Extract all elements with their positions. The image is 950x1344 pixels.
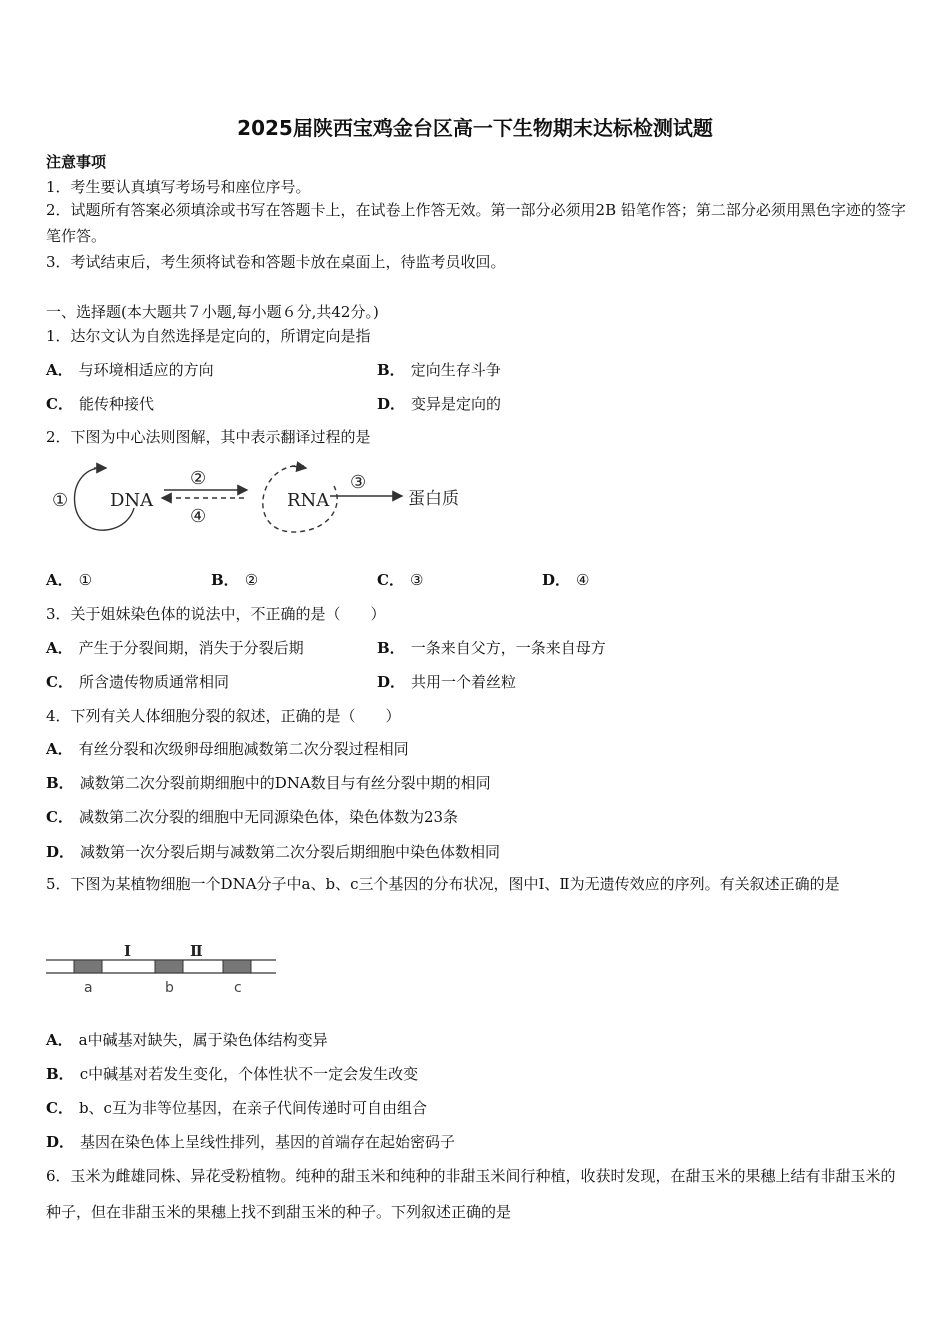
label-gene-c: c (234, 980, 242, 996)
label-dna: DNA (110, 490, 154, 511)
notice-item-2: 2．试题所有答案必须填涂或书写在答题卡上，在试卷上作答无效。第一部分必须用2B 铅笔作答；第二部分必须用黑色字迹的签字笔作答。 (46, 201, 906, 245)
label-protein: 蛋白质 (408, 489, 459, 509)
q4-option-d[interactable]: D． 减数第一次分裂后期与减数第二次分裂后期细胞中染色体数相同 (46, 843, 501, 861)
central-dogma-diagram (44, 456, 484, 542)
label-n3: ③ (350, 472, 367, 493)
q2-option-c[interactable]: C． ③ (377, 571, 424, 589)
dna-gene-diagram (44, 942, 280, 1000)
question-4-stem: 4．下列有关人体细胞分裂的叙述，正确的是（ ） (46, 707, 401, 725)
label-rna: RNA (287, 490, 330, 511)
gene-b (155, 960, 183, 973)
question-3-stem: 3．关于姐妹染色体的说法中，不正确的是（ ） (46, 605, 386, 623)
q5-option-c[interactable]: C． b、c互为非等位基因，在亲子代间传递时可自由组合 (46, 1099, 427, 1117)
q1-option-d[interactable]: D． 变异是定向的 (377, 395, 502, 413)
q1-option-b[interactable]: B． 定向生存斗争 (377, 361, 501, 379)
label-gene-a: a (84, 980, 93, 996)
q1-option-c[interactable]: C． 能传种接代 (46, 395, 154, 413)
q2-option-b[interactable]: B． ② (211, 571, 259, 589)
label-seq-2: Ⅱ (190, 942, 203, 960)
question-1-stem: 1．达尔文认为自然选择是定向的，所谓定向是指 (46, 327, 371, 345)
question-5-stem: 5．下图为某植物细胞一个DNA分子中a、b、c三个基因的分布状况，图中Ⅰ、Ⅱ为无遗传效应的序列。有关叙述正确的是 (46, 875, 840, 893)
q4-option-b[interactable]: B． 减数第二次分裂前期细胞中的DNA数目与有丝分裂中期的相同 (46, 774, 491, 792)
label-gene-b: b (165, 980, 174, 996)
q4-option-c[interactable]: C． 减数第二次分裂的细胞中无同源染色体，染色体数为23条 (46, 808, 459, 826)
q3-option-b[interactable]: B． 一条来自父方，一条来自母方 (377, 639, 606, 657)
question-6-stem: 6．玉米为雌雄同株、异花受粉植物。纯种的甜玉米和纯种的非甜玉米间行种植，收获时发现，在甜玉米的果穗上结有非甜玉米的种子，但在非甜玉米的果穗上找不到甜玉米的种子。下列叙述正确的是 (46, 1167, 896, 1221)
notice-heading: 注意事项 (46, 153, 107, 171)
q5-option-b[interactable]: B． c中碱基对若发生变化，个体性状不一定会发生改变 (46, 1065, 419, 1083)
label-n4: ④ (190, 506, 207, 527)
page-title: 2025届陕西宝鸡金台区高一下生物期末达标检测试题 (237, 116, 713, 140)
q5-option-a[interactable]: A． a中碱基对缺失，属于染色体结构变异 (46, 1031, 328, 1049)
gene-c (223, 960, 251, 973)
label-n1: ① (52, 490, 69, 511)
notice-item-1: 1．考生要认真填写考场号和座位序号。 (46, 178, 311, 196)
q4-option-a[interactable]: A． 有丝分裂和次级卵母细胞减数第二次分裂过程相同 (46, 740, 409, 758)
q5-option-d[interactable]: D． 基因在染色体上呈线性排列，基因的首端存在起始密码子 (46, 1133, 456, 1151)
gene-a (74, 960, 102, 973)
label-seq-1: Ⅰ (124, 942, 132, 960)
q3-option-d[interactable]: D． 共用一个着丝粒 (377, 673, 517, 691)
q3-option-a[interactable]: A． 产生于分裂间期，消失于分裂后期 (46, 639, 304, 657)
question-2-stem: 2．下图为中心法则图解，其中表示翻译过程的是 (46, 428, 371, 446)
section-heading: 一、选择题(本大题共７小题,每小题６分,共42分。) (46, 303, 379, 321)
notice-item-3: 3．考试结束后，考生须将试卷和答题卡放在桌面上，待监考员收回。 (46, 253, 506, 271)
q3-option-c[interactable]: C． 所含遗传物质通常相同 (46, 673, 229, 691)
q2-option-a[interactable]: A． ① (46, 571, 93, 589)
label-n2: ② (190, 468, 207, 489)
q2-option-d[interactable]: D． ④ (542, 571, 590, 589)
q1-option-a[interactable]: A． 与环境相适应的方向 (46, 361, 214, 379)
